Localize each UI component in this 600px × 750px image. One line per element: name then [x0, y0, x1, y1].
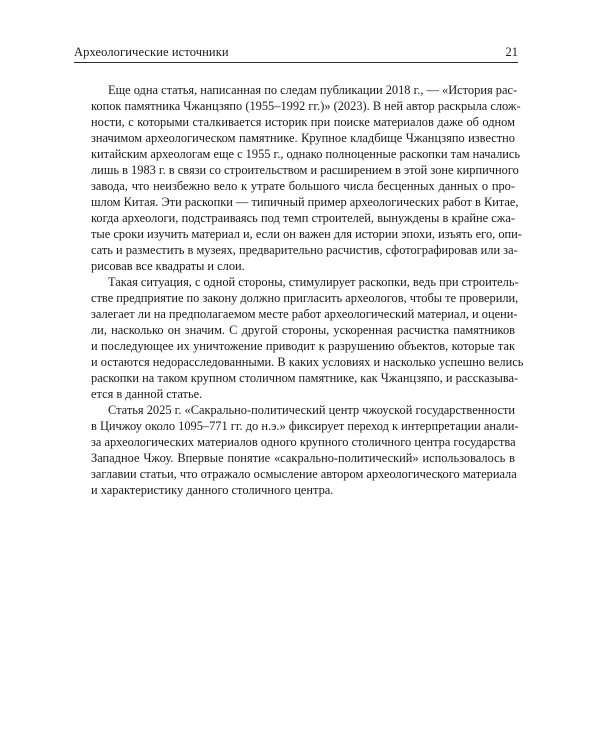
text-line: рисовав все квадраты и слои.	[91, 259, 245, 273]
running-title: Археологические источники	[74, 45, 229, 59]
text-line: раскопки на таком крупном столичном памятнике, как Чжанцзяпо, и рассказыва-	[91, 371, 519, 385]
text-line: и характеристику данного столичного центра.	[91, 483, 334, 497]
text-line: китайским археологам еще с 1955 г., однако полноценные раскопки там начались	[91, 147, 521, 161]
header-rule	[74, 62, 518, 63]
text-line: сать и разместить в музеях, предварительно расчистив, сфотографировав или за-	[91, 243, 518, 257]
text-line: ли, насколько он значим. С другой стороны, ускоренная расчистка памятников	[91, 323, 515, 337]
text-line: заглавии статьи, что отражало осмысление автором археологического материала	[91, 467, 517, 481]
text-line: когда археологи, подстраиваясь под темп строителей, вынуждены в крайне сжа-	[91, 211, 515, 225]
text-line: ности, с которыми сталкивается историк при поиске материалов даже об одном	[91, 115, 515, 129]
page-number: 21	[505, 45, 518, 59]
text-line: шлом Китая. Эти раскопки — типичный пример археологических работ в Китае,	[91, 195, 519, 209]
paragraph-3	[91, 402, 519, 498]
text-line: залегает ли на предполагаемом месте работ археологический материал, и оцени-	[91, 307, 518, 321]
text-line: тые сроки изучить материал и, если он важен для истории эпохи, изъять его, опи-	[91, 227, 522, 241]
paragraph-1	[91, 82, 522, 274]
text-line: и последующее их уничтожение приводит к разрушению объектов, которые так	[91, 339, 515, 353]
paragraph-2	[91, 274, 524, 402]
body-text	[91, 82, 524, 498]
text-line: Западное Чжоу. Впервые понятие «сакрально-политический» использовалось в	[91, 451, 515, 465]
text-line: Такая ситуация, с одной стороны, стимулирует раскопки, ведь при строитель-	[108, 275, 519, 289]
text-line: за археологических материалов одного крупного столичного центра государства	[91, 435, 516, 449]
text-line: стве предприятие по закону должно пригласить археологов, чтобы те проверили,	[91, 291, 519, 305]
text-line: и остаются недорасследованными. В каких условиях и насколько успешно велись	[91, 355, 524, 369]
running-header	[74, 44, 518, 62]
text-line: в Цичжоу около 1095–771 гг. до н.э.» фиксирует переход к интерпретации анали-	[91, 419, 519, 433]
text-line: Статья 2025 г. «Сакрально-политический центр чжоуской государственности	[108, 403, 515, 417]
text-line: копок памятника Чжанцзяпо (1955–1992 гг.)» (2023). В ней автор раскрыла слож-	[91, 99, 521, 113]
text-line: значимом археологическом памятнике. Крупное кладбище Чжанцзяпо известно	[91, 131, 515, 145]
text-line: лишь в 1983 г. в связи со строительством и расширением в этой зоне кирпичного	[91, 163, 519, 177]
text-line: ется в данной статье.	[91, 387, 203, 401]
text-line: завода, что неизбежно вело к утрате большого числа бесценных данных о про-	[91, 179, 515, 193]
text-line: Еще одна статья, написанная по следам публикации 2018 г., — «История рас-	[108, 83, 518, 97]
